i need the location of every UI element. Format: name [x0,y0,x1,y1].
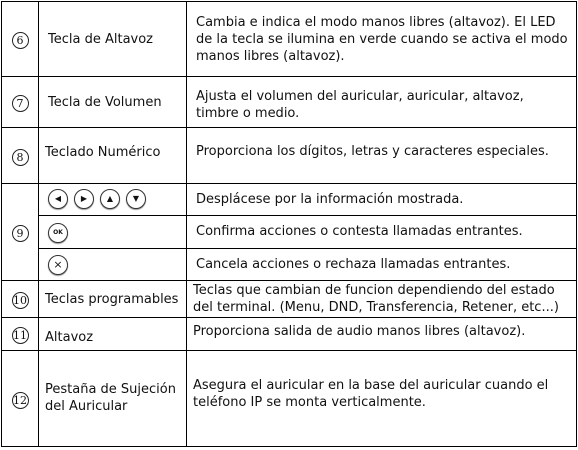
description: Teclas que cambian de funcion dependiendo del estado del terminal. (Menu, DND, Transferencia, Retener, etc...) [193,283,559,315]
description: Asegura el auricular en la base del auricular cuando el teléfono IP se monta verticalmente. [193,378,549,410]
description: Desplácese por la información mostrada. [196,192,464,207]
description: Cambia e indica el modo manos libres (altavoz). El LED de la tecla se ilumina en verde cuando se activa el modo manos libres (altavoz). [196,15,568,64]
table-row [2,281,577,318]
table-row [2,128,577,184]
table-row [2,216,577,249]
row-number: 7 [12,95,29,112]
description-cell [187,184,577,216]
row-number-cell [2,184,39,281]
description-cell [187,77,577,128]
row-number: 9 [12,225,29,242]
description-cell [187,281,577,318]
key-name: Pestaña de Sujeción del Auricular [45,382,176,414]
cancel-key [39,249,186,275]
ok-key-icon: OK [48,223,68,243]
description: Ajusta el volumen del auricular, auricular, altavoz, timbre o medio. [196,89,524,121]
row-number-cell [2,2,39,77]
row-number-cell [2,281,39,318]
description-cell [187,216,577,249]
row-number: 11 [13,329,27,342]
description-cell [187,351,577,447]
key-name-cell [39,318,187,351]
key-name: Tecla de Volumen [48,94,162,110]
description: Proporciona salida de audio manos libres (altavoz). [193,324,526,339]
description-cell [187,318,577,351]
description-cell [187,2,577,77]
down-arrow-key-icon: ▼ [126,189,146,209]
row-number-cell [2,318,39,351]
description-cell [187,128,577,184]
row-number: 6 [12,32,29,49]
key-icons-cell [39,216,187,249]
left-arrow-key-icon: ◀ [48,189,68,209]
ok-key [39,216,186,243]
key-name-cell [39,351,187,447]
nav-keys [39,184,186,209]
row-number: 10 [13,294,27,307]
key-name: Teclas programables [45,291,179,307]
description: Confirma acciones o contesta llamadas entrantes. [196,224,523,239]
table-row [2,249,577,281]
close-key-icon: × [48,255,68,275]
description-cell [187,249,577,281]
key-name: Tecla de Altavoz [48,31,154,47]
table-row [2,2,577,77]
keys-table [1,1,577,447]
key-name-cell [39,77,187,128]
table-row [2,351,577,447]
key-name-cell [39,281,187,318]
table-row [2,318,577,351]
key-name-cell [39,128,187,184]
table-row [2,184,577,216]
description: Proporciona los dígitos, letras y caracteres especiales. [196,144,549,159]
row-number: 8 [12,149,29,166]
row-number-cell [2,128,39,184]
key-icons-cell [39,184,187,216]
row-number: 12 [13,393,27,407]
table-row [2,77,577,128]
description: Cancela acciones o rechaza llamadas entrantes. [196,257,511,272]
key-name-cell [39,2,187,77]
up-arrow-key-icon: ▲ [100,189,120,209]
key-icons-cell [39,249,187,281]
key-name: Teclado Numérico [45,145,161,160]
row-number-cell [2,351,39,447]
row-number-cell [2,77,39,128]
key-name: Altavoz [45,330,94,345]
right-arrow-key-icon: ▶ [74,189,94,209]
